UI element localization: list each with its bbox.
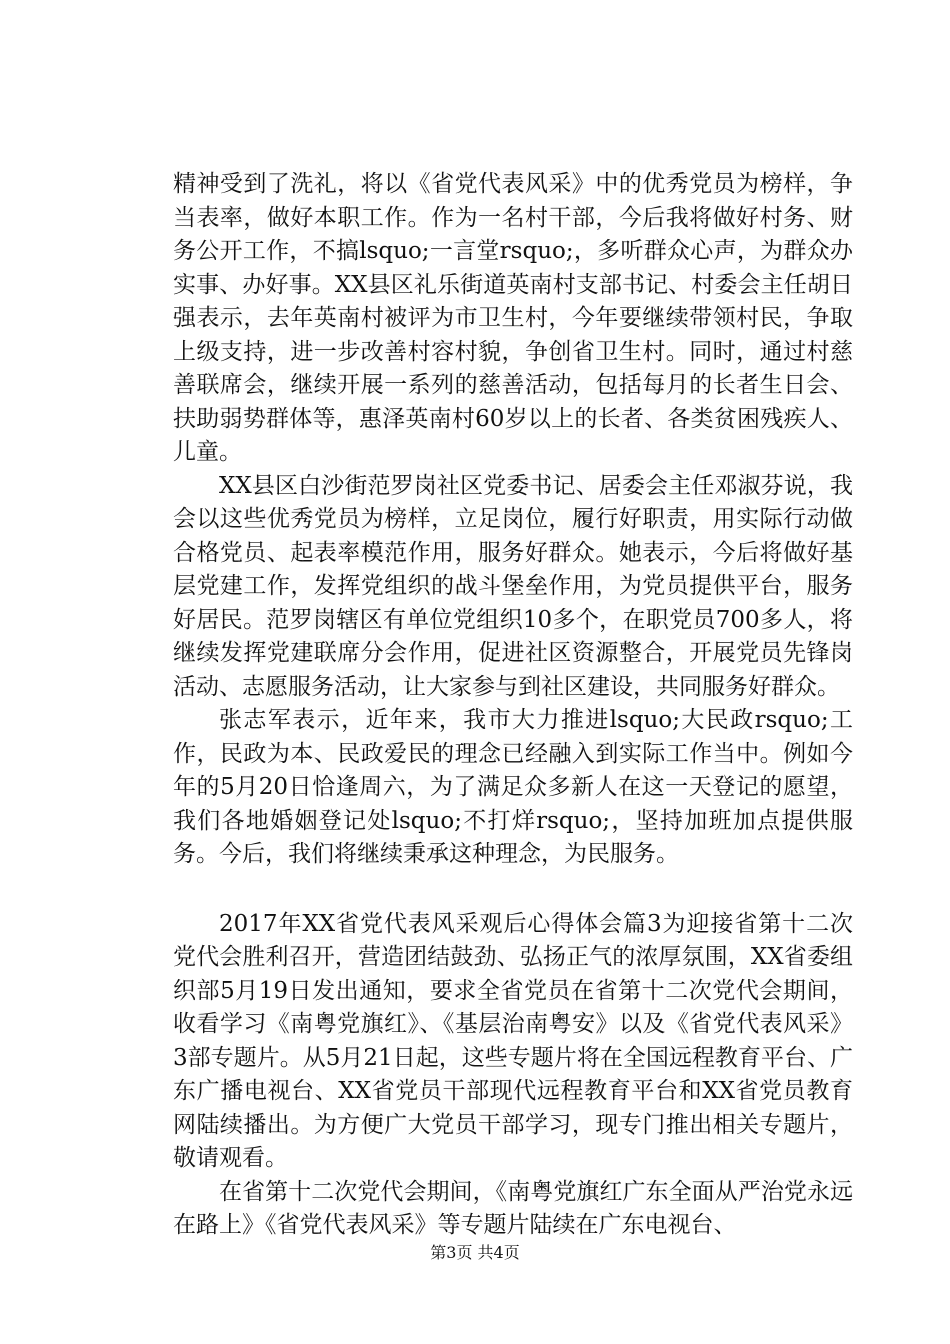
paragraph-2: XX县区白沙街范罗岗社区党委书记、居委会主任邓淑芬说，我会以这些优秀党员为榜样，立足岗位，履行好职责，用实际行动做合格党员、起表率模范作用，服务好群众。她表示，今后将做好基层党建工作，发挥党组织的战斗堡垒作用，为党员提供平台，服务好居民。范罗岗辖区有单位党组织10多个，在职党员700多人，将继续发挥党建联席分会作用，促进社区资源整合，开展党员先锋岗活动、志愿服务活动，让大家参与到社区建设，共同服务好群众。 <box>173 472 853 700</box>
document-body <box>173 168 853 1243</box>
paragraph-4: 2017年XX省党代表风采观后心得体会篇3为迎接省第十二次党代会胜利召开，营造团结鼓劲、弘扬正气的浓厚氛围，XX省委组织部5月19日发出通知，要求全省党员在省第十二次党代会期间，收看学习《南粤党旗红》、《基层治南粤安》以及《省党代表风采》3部专题片。从5月21日起，这些专题片将在全国远程教育平台、广东广播电视台、XX省党员干部现代远程教育平台和XX省党员教育网陆续播出。为方便广大党员干部学习，现专门推出相关专题片，敬请观看。 <box>173 910 853 1171</box>
page-number-footer: 第3页 共4页 <box>430 1243 520 1262</box>
paragraph-1: 精神受到了洗礼，将以《省党代表风采》中的优秀党员为榜样，争当表率，做好本职工作。作为一名村干部，今后我将做好村务、财务公开工作，不搞lsquo;一言堂rsquo;，多听群众心声，为群众办实事、办好事。XX县区礼乐街道英南村支部书记、村委会主任胡日强表示，去年英南村被评为市卫生村，今年要继续带领村民，争取上级支持，进一步改善村容村貌，争创省卫生村。同时，通过村慈善联席会，继续开展一系列的慈善活动，包括每月的长者生日会、扶助弱势群体等，惠泽英南村60岁以上的长者、各类贫困残疾人、儿童。 <box>173 171 853 465</box>
paragraph-gap <box>173 872 853 908</box>
paragraph-3: 张志军表示，近年来，我市大力推进lsquo;大民政rsquo;工作，民政为本、民政爱民的理念已经融入到实际工作当中。例如今年的5月20日恰逢周六，为了满足众多新人在这一天登记的愿望，我们各地婚姻登记处lsquo;不打烊rsquo;，坚持加班加点提供服务。今后，我们将继续秉承这种理念，为民服务。 <box>173 707 853 867</box>
paragraph-5: 在省第十二次党代会期间，《南粤党旗红广东全面从严治党永远在路上》《省党代表风采》等专题片陆续在广东电视台、 <box>173 1178 853 1238</box>
